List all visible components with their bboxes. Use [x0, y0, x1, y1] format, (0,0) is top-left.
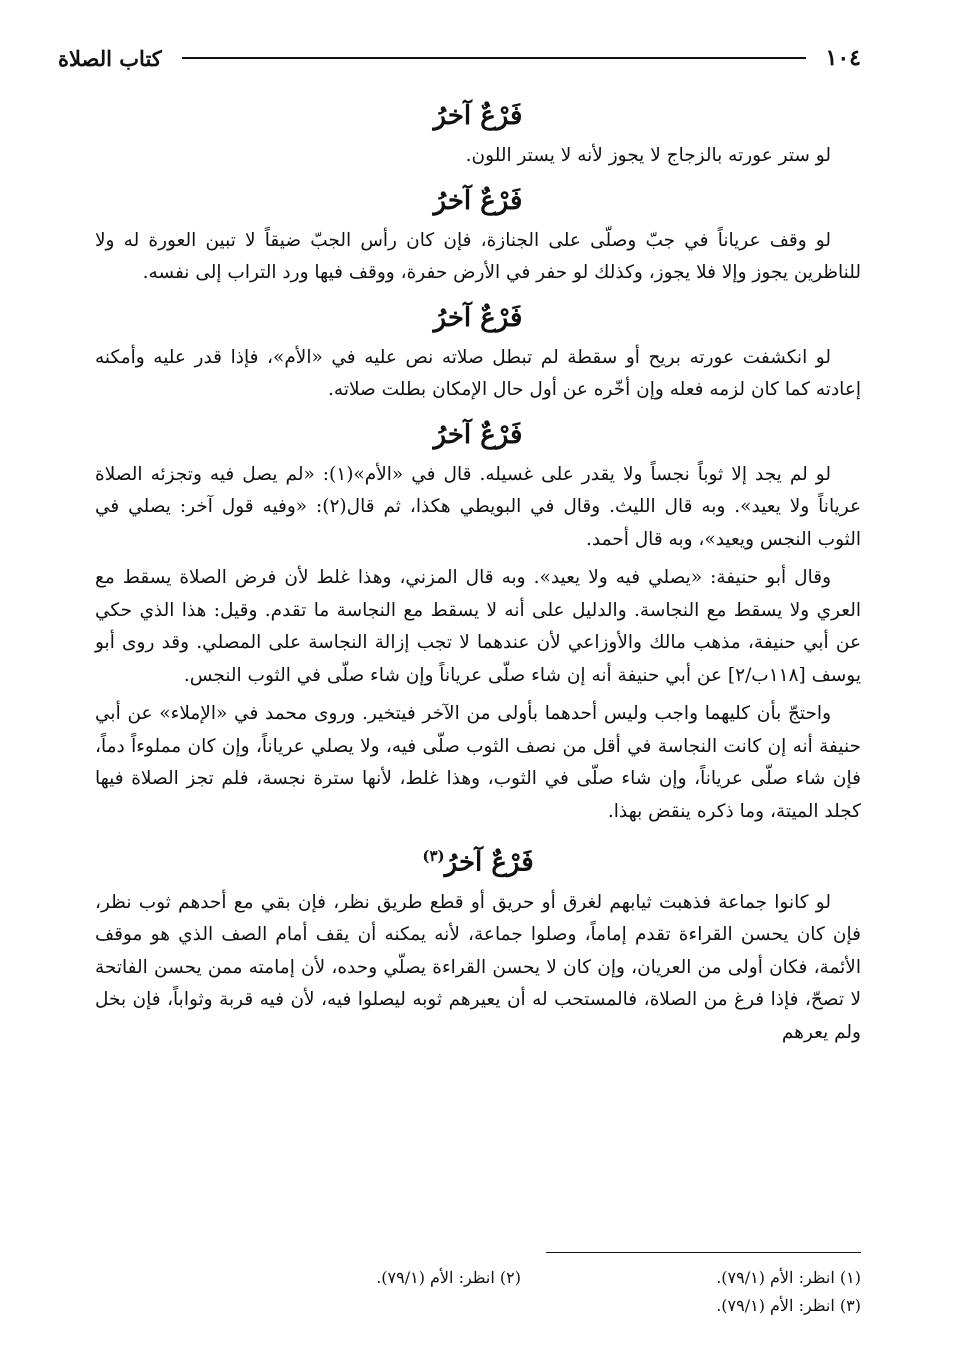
section-heading: فَرْعٌ آخرُ$^{(٣)}$ [422, 847, 534, 878]
book-title: كتاب الصلاة [58, 45, 162, 71]
footnote-1: (١) انظر: الأم (٧٩/١). [716, 1268, 861, 1287]
paragraph: وقال أبو حنيفة: «يصلي فيه ولا يعيد». وبه قال المزني، وهذا غلط لأن فرض الصلاة يسقط مع العري ولا يسقط مع النجاسة. والدليل على أنه لا يسقط مع النجاسة ما تقدم. وقيل: هذا الذي حكي عن أبي حنيفة، مذهب مالك والأوزاعي لأن عندهما لا تجب إزالة النجاسة على المصلي. وقد روى أبو يوسف [١١٨ب/٢] عن أبي حنيفة أنه إن شاء صلّى عرياناً وإن شاء صلّى في الثوب النجس. [95, 567, 861, 686]
paragraph: لو لم يجد إلا ثوباً نجساً ولا يقدر على غسيله. قال في «الأم»(١): «لم يصل فيه وتجزئه الصلاة عرياناً ولا يعيد». وبه قال الليث. وقال في البويطي هكذا، ثم قال(٢): «وفيه قول آخر: يصلي في الثوب النجس ويعيد»، وبه قال أحمد. [95, 463, 861, 550]
section-heading: فَرْعٌ آخرُ [433, 185, 523, 216]
footnote-ref: (٣) [422, 847, 445, 865]
page-number: ١٠٤ [825, 45, 861, 71]
section-heading: فَرْعٌ آخرُ [433, 419, 523, 450]
paragraph: لو كانوا جماعة فذهبت ثيابهم لغرق أو حريق أو قطع طريق نظر، فإن بقي مع أحدهم ثوب نظر، فإن كان يحسن القراءة تقدم إماماً، وصلوا جماعة، لأنه يمكنه أن يقف أمام الصف الذي هو موقف الأئمة، فكان أولى من العريان، وإن كان لا يحسن القراءة يصلّي وحده، لأن إمامته ممن يحسن الفاتحة لا تصحّ، فإذا فرغ من الصلاة، فالمستحب له أن يعيرهم ثوبه ليصلوا فيه، لأن فيه قربة وثواباً، فإن بخل ولم يعرهم [95, 891, 861, 1043]
footnote-rule [546, 1252, 861, 1253]
section-heading: فَرْعٌ آخرُ [433, 101, 523, 131]
paragraph: لو وقف عرياناً في جبّ وصلّى على الجنازة، فإن كان رأس الجبّ ضيقاً لا تبين العورة له ولا للناظرين يجوز وإلا فلا يجوز، وكذلك لو حفر في الأرض حفرة، ووقف فيها ورد التراب إلى نفسه. [95, 229, 861, 283]
header-rule [182, 57, 806, 59]
footnote-3: (٣) انظر: الأم (٧٩/١). [716, 1296, 861, 1315]
footnote-2: (٢) انظر: الأم (٧٩/١). [376, 1268, 521, 1287]
paragraph: لو ستر عورته بالزجاج لا يجوز لأنه لا يستر اللون. [465, 145, 831, 166]
page-header [58, 38, 861, 78]
section-heading: فَرْعٌ آخرُ [433, 302, 523, 333]
paragraph: لو انكشفت عورته بريح أو سقطة لم تبطل صلاته نص عليه في «الأم»، فإذا قدر عليه وأمكنه إعادته كما كان لزمه فعله وإن أخّره عن أول حال الإمكان بطلت صلاته. [95, 346, 861, 400]
footnotes [95, 1264, 861, 1320]
page-content [95, 88, 861, 1055]
paragraph: واحتجّ بأن كليهما واجب وليس أحدهما بأولى من الآخر فيتخير. وروى محمد في «الإملاء» عن أبي حنيفة أنه إن كانت النجاسة في أقل من نصف الثوب صلّى فيه، ولا يصلي عرياناً، وإن كان مملوءاً دماً، فإن شاء صلّى عرياناً، وإن شاء صلّى في الثوب، وهذا غلط، لأنها سترة نجسة، فلم تجز الصلاة فيها كجلد الميتة، وما ذكره ينقض بهذا. [95, 703, 861, 822]
